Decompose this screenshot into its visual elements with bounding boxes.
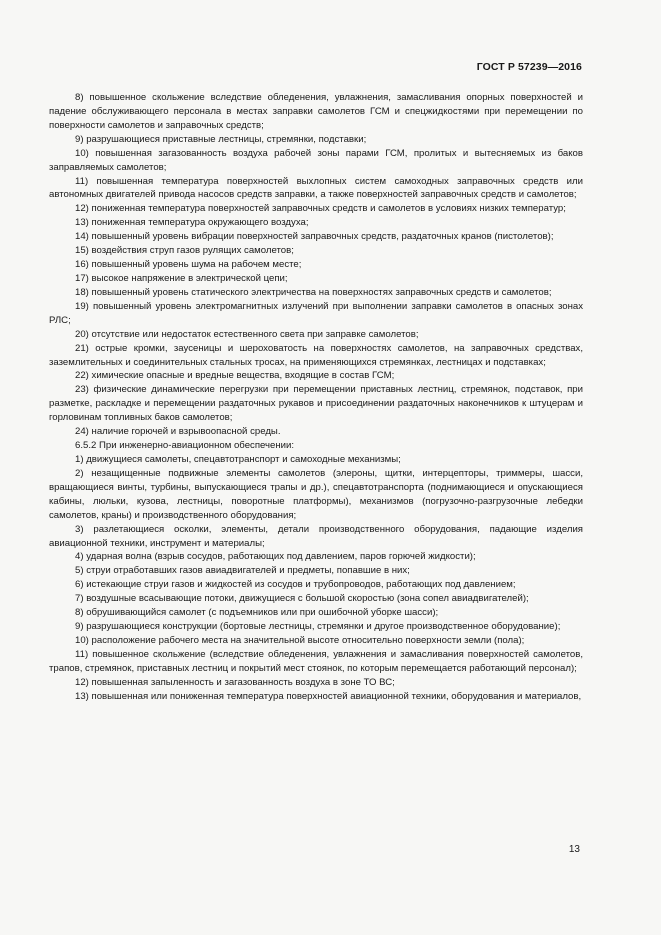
- paragraph-item-9b: 9) разрушающиеся конструкции (бортовые лестницы, стремянки и другое производственное оборудование);: [75, 621, 561, 633]
- paragraph-item-12: 12) пониженная температура поверхностей заправочных средств и самолетов в условиях низких температур;: [75, 203, 566, 215]
- document-body: [49, 91, 583, 704]
- paragraph-item-16: 16) повышенный уровень шума на рабочем месте;: [75, 259, 302, 271]
- paragraph-item-8: 8) повышенное скольжение вследствие обледенения, увлажнения, замасливания опорных поверхностей и падение обслуживающего персонала в местах заправки самолетов ГСМ и спецжидкостями при перемещении по поверхности самолетов и заправочных средств;: [49, 92, 583, 131]
- standard-header: ГОСТ Р 57239—2016: [476, 61, 582, 73]
- paragraph-item-11b: 11) повышенное скольжение (вследствие обледенения, увлажнения и замасливания поверхностей самолетов, трапов, стремянок, приставных лестниц и покрытий мест стоянок, по которым перемещается работающий персонал);: [49, 648, 583, 674]
- paragraph-item-10b: 10) расположение рабочего места на значительной высоте относительно поверхности земли (пола);: [75, 634, 525, 646]
- paragraph-item-24: 24) наличие горючей и взрывоопасной среды.: [75, 426, 281, 438]
- paragraph-item-13: 13) пониженная температура окружающего воздуха;: [75, 217, 309, 229]
- paragraph-item-23: 23) физические динамические перегрузки при перемещении приставных лестниц, стремянок, подставок, при разметке, раскладке и перемещении раздаточных рукавов и присоединении раздаточных наконечников к штуцерам и горловинам топливных баков самолетов;: [49, 384, 583, 424]
- paragraph-item-17: 17) высокое напряжение в электрической цепи;: [75, 272, 288, 284]
- paragraph-item-5: 5) струи отработавших газов авиадвигателей и предметы, попавшие в них;: [75, 565, 410, 577]
- paragraph-item-15: 15) воздействия струп газов рулящих самолетов;: [75, 245, 294, 257]
- paragraph-item-8b: 8) обрушивающийся самолет (с подъемников или при ошибочной уборке шасси);: [75, 607, 439, 619]
- paragraph-item-3: 3) разлетающиеся осколки, элементы, детали производственного оборудования, падающие изделия авиационной техники, инструмент и материалы;: [49, 523, 583, 549]
- paragraph-item-20: 20) отсутствие или недостаток естественного света при заправке самолетов;: [75, 328, 419, 340]
- paragraph-item-21: 21) острые кромки, заусеницы и шероховатость на поверхностях самолетов, на заправочных средствах, заземлительных и соединительных стальных тросах, на применяющихся стремянках, лестницах и подставках;: [49, 342, 583, 368]
- paragraph-item-7: 7) воздушные всасывающие потоки, движущиеся с большой скоростью (зона сопел авиадвигателей);: [75, 593, 529, 605]
- paragraph-item-10: 10) повышенная загазованность воздуха рабочей зоны парами ГСМ, пролитых и вытесняемых из баков заправляемых самолетов;: [49, 147, 583, 173]
- paragraph-item-1: 1) движущиеся самолеты, спецавтотранспорт и самоходные механизмы;: [75, 453, 401, 465]
- paragraph-item-14: 14) повышенный уровень вибрации поверхностей заправочных средств, раздаточных кранов (пистолетов);: [75, 231, 554, 243]
- page-number: 13: [568, 844, 580, 855]
- paragraph-item-11: 11) повышенная температура поверхностей выхлопных систем самоходных заправочных средств или автономных двигателей привода насосов средств заправки, а также поверхностей заправочных средств и самолетов;: [49, 175, 583, 201]
- section-heading-6-5-2: 6.5.2 При инженерно-авиационном обеспечении:: [75, 440, 295, 452]
- paragraph-item-2: 2) незащищенные подвижные элементы самолетов (элероны, щитки, интерцепторы, триммеры, шасси, вращающиеся винты, турбины, выпускающиеся трапы и др.), спецавтотранспорта (поднимающиеся и опускающиеся кабины, люльки, кузова, лестницы, поворотные платформы), механизмов (погрузочно-разгрузочные лебедки самолетов, краны) и производственного оборудования;: [49, 467, 583, 521]
- paragraph-item-13b: 13) повышенная или пониженная температура поверхностей авиационной техники, оборудования и материалов,: [75, 690, 582, 702]
- paragraph-item-9: 9) разрушающиеся приставные лестницы, стремянки, подставки;: [75, 133, 367, 145]
- paragraph-item-18: 18) повышенный уровень статического электричества на поверхностях заправочных средств и самолетов;: [75, 286, 552, 298]
- paragraph-item-19: 19) повышенный уровень электромагнитных излучений при выполнении заправки самолетов в опасных зонах РЛС;: [49, 300, 583, 326]
- paragraph-item-22: 22) химические опасные и вредные вещества, входящие в состав ГСМ;: [75, 370, 395, 382]
- paragraph-item-6: 6) истекающие струи газов и жидкостей из сосудов и трубопроводов, работающих под давлением;: [75, 579, 516, 591]
- paragraph-item-12b: 12) повышенная запыленность и загазованность воздуха в зоне ТО ВС;: [75, 676, 395, 688]
- paragraph-item-4: 4) ударная волна (взрыв сосудов, работающих под давлением, паров горючей жидкости);: [75, 551, 476, 563]
